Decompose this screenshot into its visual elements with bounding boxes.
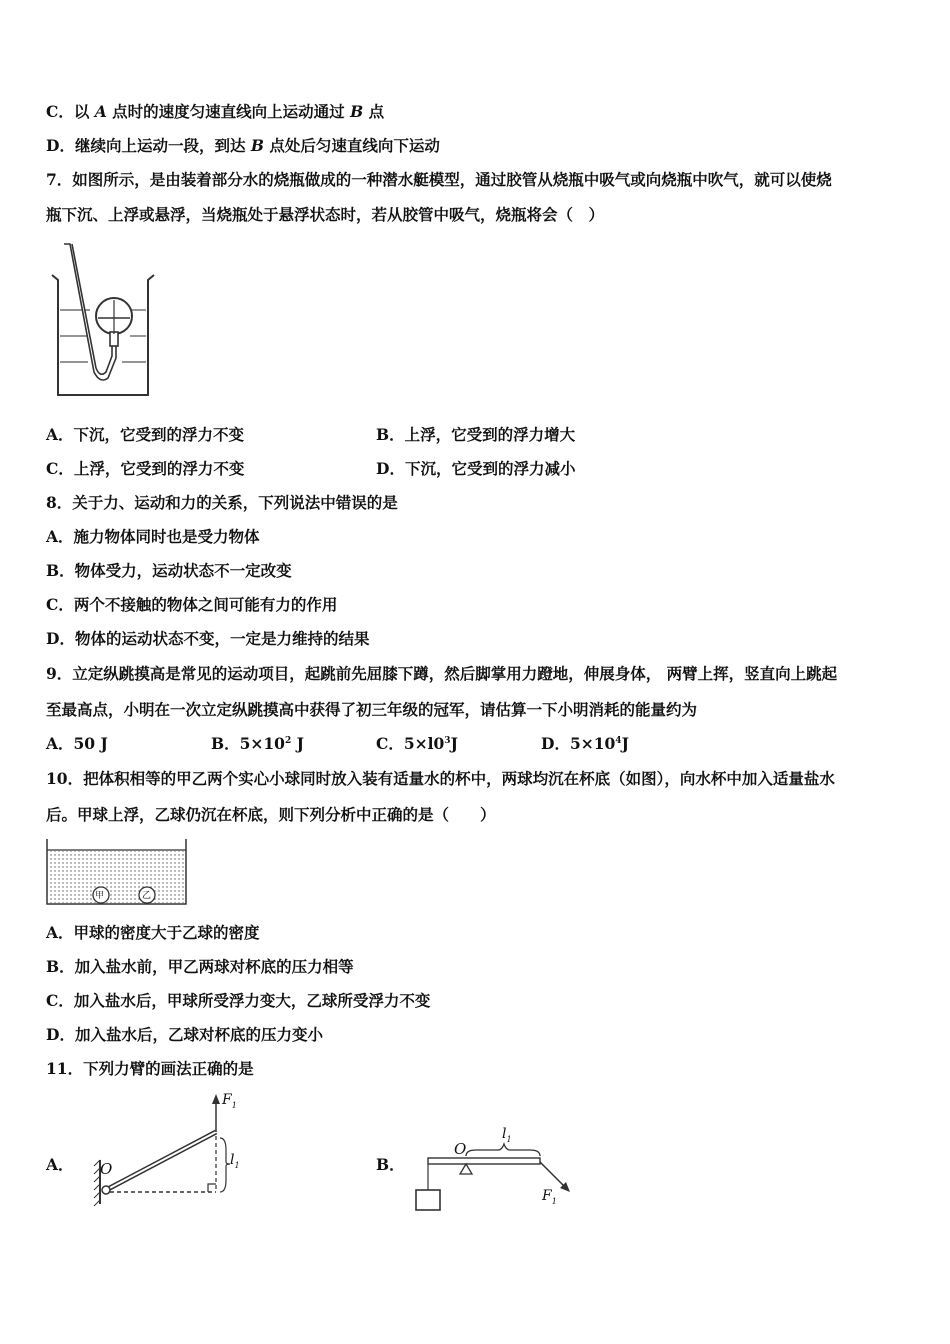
q10-option-c[interactable]: C．加入盐水后，甲球所受浮力变大，乙球所受浮力不变 xyxy=(46,991,431,1010)
water-body xyxy=(48,851,185,903)
ball-jia-label: 甲 xyxy=(95,891,105,901)
fulcrum xyxy=(460,1164,472,1174)
q9-option-b[interactable]: B．$5\times 10^2$ J xyxy=(211,734,304,753)
q10-cup-figure xyxy=(46,838,188,906)
arm-brace xyxy=(466,1144,540,1156)
q10-option-b[interactable]: B．加入盐水前，甲乙两球对杯底的压力相等 xyxy=(46,957,354,976)
q6-option-c: C．以 A 点时的速度匀速直线向上运动通过 B 点 xyxy=(46,102,385,121)
q11-option-b-label[interactable]: B． xyxy=(376,1155,405,1174)
q7-option-a[interactable]: A．下沉，它受到的浮力不变 xyxy=(46,425,245,444)
q7-stem-line1: 7．如图所示，是由装着部分水的烧瓶做成的一种潜水艇模型，通过胶管从烧瓶中吸气或向烧瓶中吹气，就可以使烧 xyxy=(46,170,832,189)
q11-stem: 11．下列力臂的画法正确的是 xyxy=(46,1059,254,1078)
weight-block xyxy=(416,1190,440,1210)
q8-option-b[interactable]: B．物体受力，运动状态不一定改变 xyxy=(46,561,292,580)
lever-beam xyxy=(428,1158,540,1164)
q7-stem-line2: 瓶下沉、上浮或悬浮，当烧瓶处于悬浮状态时，若从胶管中吸气，烧瓶将会（ ） xyxy=(46,205,605,224)
force-arrow xyxy=(540,1162,566,1188)
fig-a-pivot-label: O xyxy=(100,1160,113,1178)
q10-stem-line1: 10．把体积相等的甲乙两个实心小球同时放入装有适量水的杯中，两球均沉在杯底（如图），向水杯中加入适量盐水 xyxy=(46,769,835,788)
fig-a-arm-label: $l_1$ xyxy=(230,1152,240,1170)
fig-b-arm-label: $l_1$ xyxy=(502,1126,512,1144)
q9-stem-line2: 至最高点，小明在一次立定纵跳摸高中获得了初三年级的冠军，请估算一下小明消耗的能量约为 xyxy=(46,700,698,719)
ball-yi-label: 乙 xyxy=(142,891,152,901)
q7-option-d[interactable]: D．下沉，它受到的浮力减小 xyxy=(376,459,576,478)
arm-brace xyxy=(220,1138,230,1192)
q8-option-a[interactable]: A．施力物体同时也是受力物体 xyxy=(46,527,260,546)
q9-stem-line1: 9．立定纵跳摸高是常见的运动项目，起跳前先屈膝下蹲，然后脚掌用力蹬地，伸展身体， 两臂上挥，竖直向上跳起 xyxy=(46,664,838,683)
q8-stem: 8．关于力、运动和力的关系，下列说法中错误的是 xyxy=(46,493,398,512)
q11-figure-a xyxy=(92,1092,242,1220)
fig-b-force-label: $F_1$ xyxy=(542,1188,557,1206)
q10-option-a[interactable]: A．甲球的密度大于乙球的密度 xyxy=(46,923,260,942)
q11-figure-b xyxy=(410,1122,580,1222)
q7-option-b[interactable]: B．上浮，它受到的浮力增大 xyxy=(376,425,576,444)
q6-option-d: D．继续向上运动一段，到达 B 点处后匀速直线向下运动 xyxy=(46,136,440,155)
q9-option-a[interactable]: A．50 J xyxy=(46,734,108,753)
q11-option-a-label[interactable]: A． xyxy=(46,1155,74,1174)
q10-stem-line2: 后。甲球上浮，乙球仍沉在杯底，则下列分析中正确的是（ ） xyxy=(46,805,496,824)
q8-option-d[interactable]: D．物体的运动状态不变，一定是力维持的结果 xyxy=(46,629,370,648)
fig-b-pivot-label: O xyxy=(454,1140,467,1158)
q7-submarine-model-figure xyxy=(50,240,160,402)
q9-option-c[interactable]: C．$5\times l0^3J$ xyxy=(376,734,458,753)
q8-option-c[interactable]: C．两个不接触的物体之间可能有力的作用 xyxy=(46,595,338,614)
fig-a-force-label: $F_1$ xyxy=(222,1092,237,1110)
q7-option-c[interactable]: C．上浮，它受到的浮力不变 xyxy=(46,459,245,478)
q10-option-d[interactable]: D．加入盐水后，乙球对杯底的压力变小 xyxy=(46,1025,323,1044)
pivot xyxy=(102,1186,110,1194)
q9-option-d[interactable]: D．$5\times 10^4J$ xyxy=(541,734,629,753)
